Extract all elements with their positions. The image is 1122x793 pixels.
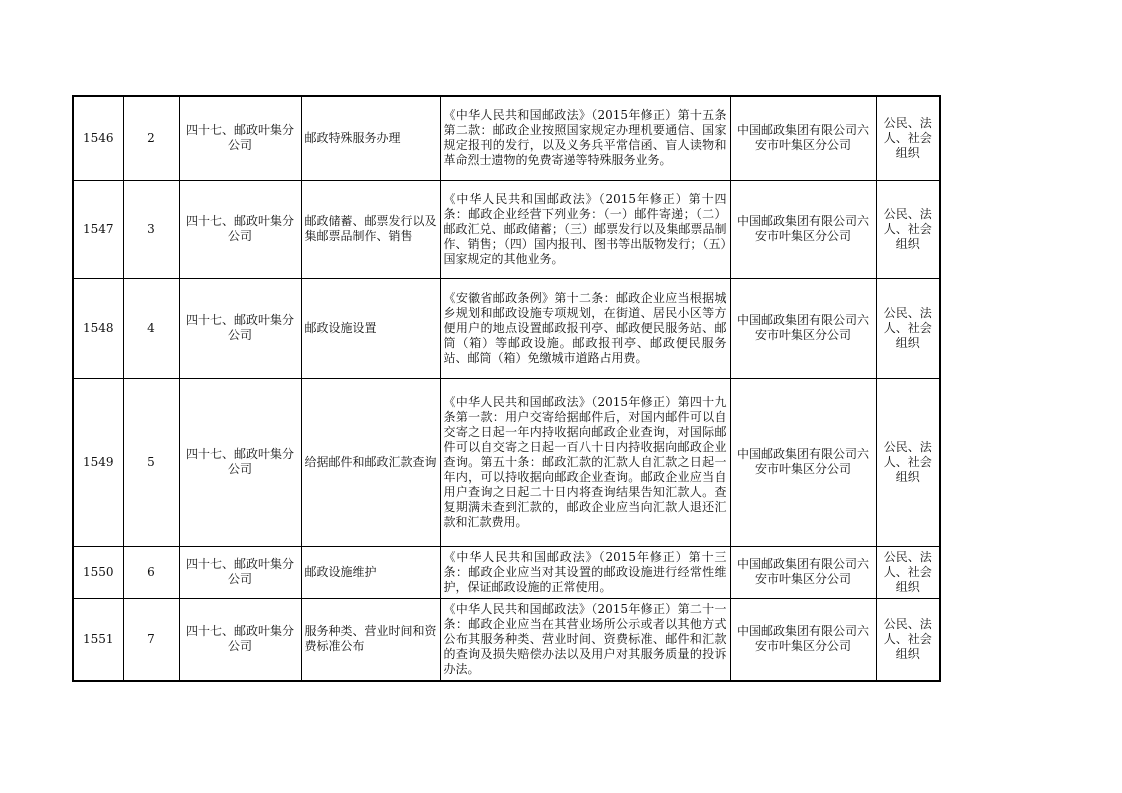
table-row bbox=[73, 598, 940, 681]
row-seq: 5 bbox=[123, 378, 179, 546]
row-item: 给据邮件和邮政汇款查询 bbox=[301, 378, 440, 546]
row-organization: 中国邮政集团有限公司六安市叶集区分公司 bbox=[730, 96, 876, 180]
row-organization: 中国邮政集团有限公司六安市叶集区分公司 bbox=[730, 180, 876, 278]
row-seq: 6 bbox=[123, 546, 179, 598]
row-target: 公民、法人、社会组织 bbox=[876, 180, 940, 278]
row-target: 公民、法人、社会组织 bbox=[876, 378, 940, 546]
row-organization: 中国邮政集团有限公司六安市叶集区分公司 bbox=[730, 598, 876, 681]
row-id: 1551 bbox=[73, 598, 123, 681]
row-item: 服务种类、营业时间和资费标准公布 bbox=[301, 598, 440, 681]
row-item: 邮政设施设置 bbox=[301, 278, 440, 378]
row-department: 四十七、邮政叶集分公司 bbox=[179, 96, 301, 180]
row-organization: 中国邮政集团有限公司六安市叶集区分公司 bbox=[730, 546, 876, 598]
table-row bbox=[73, 278, 940, 378]
row-department: 四十七、邮政叶集分公司 bbox=[179, 378, 301, 546]
row-item: 邮政特殊服务办理 bbox=[301, 96, 440, 180]
row-seq: 7 bbox=[123, 598, 179, 681]
row-basis: 《中华人民共和国邮政法》（2015年修正）第十四条：邮政企业经营下列业务：（一）邮件寄递；（二）邮政汇兑、邮政储蓄；（三）邮票发行以及集邮票品制作、销售；（四）国内报刊、图书等出版物发行；（五）国家规定的其他业务。 bbox=[440, 180, 730, 278]
table-row bbox=[73, 180, 940, 278]
row-organization: 中国邮政集团有限公司六安市叶集区分公司 bbox=[730, 278, 876, 378]
row-seq: 4 bbox=[123, 278, 179, 378]
row-id: 1550 bbox=[73, 546, 123, 598]
row-basis: 《安徽省邮政条例》第十二条：邮政企业应当根据城乡规划和邮政设施专项规划，在街道、居民小区等方便用户的地点设置邮政报刊亭、邮政便民服务站、邮筒（箱）等邮政设施。邮政报刊亭、邮政便民服务站、邮筒（箱）免缴城市道路占用费。 bbox=[440, 278, 730, 378]
table-row bbox=[73, 378, 940, 546]
row-item: 邮政储蓄、邮票发行以及集邮票品制作、销售 bbox=[301, 180, 440, 278]
row-department: 四十七、邮政叶集分公司 bbox=[179, 546, 301, 598]
row-target: 公民、法人、社会组织 bbox=[876, 546, 940, 598]
row-department: 四十七、邮政叶集分公司 bbox=[179, 180, 301, 278]
row-seq: 3 bbox=[123, 180, 179, 278]
row-organization: 中国邮政集团有限公司六安市叶集区分公司 bbox=[730, 378, 876, 546]
row-seq: 2 bbox=[123, 96, 179, 180]
row-basis: 《中华人民共和国邮政法》（2015年修正）第十三条：邮政企业应当对其设置的邮政设施进行经常性维护，保证邮政设施的正常使用。 bbox=[440, 546, 730, 598]
row-target: 公民、法人、社会组织 bbox=[876, 96, 940, 180]
row-item: 邮政设施维护 bbox=[301, 546, 440, 598]
row-id: 1549 bbox=[73, 378, 123, 546]
table-body bbox=[73, 96, 940, 681]
public-service-table bbox=[72, 95, 941, 682]
row-department: 四十七、邮政叶集分公司 bbox=[179, 278, 301, 378]
table-row bbox=[73, 546, 940, 598]
row-target: 公民、法人、社会组织 bbox=[876, 598, 940, 681]
table-row bbox=[73, 96, 940, 180]
row-basis: 《中华人民共和国邮政法》（2015年修正）第二十一条：邮政企业应当在其营业场所公示或者以其他方式公布其服务种类、营业时间、资费标准、邮件和汇款的查询及损失赔偿办法以及用户对其服务质量的投诉办法。 bbox=[440, 598, 730, 681]
row-basis: 《中华人民共和国邮政法》（2015年修正）第四十九条第一款：用户交寄给据邮件后，对国内邮件可以自交寄之日起一年内持收据向邮政企业查询，对国际邮件可以自交寄之日起一百八十日内持收据向邮政企业查询。第五十条：邮政汇款的汇款人自汇款之日起一年内，可以持收据向邮政企业查询。邮政企业应当自用户查询之日起二十日内将查询结果告知汇款人。查复期满未查到汇款的，邮政企业应当向汇款人退还汇款和汇款费用。 bbox=[440, 378, 730, 546]
row-id: 1546 bbox=[73, 96, 123, 180]
row-basis: 《中华人民共和国邮政法》（2015年修正）第十五条第二款：邮政企业按照国家规定办理机要通信、国家规定报刊的发行，以及义务兵平常信函、盲人读物和革命烈士遗物的免费寄递等特殊服务业务。 bbox=[440, 96, 730, 180]
row-target: 公民、法人、社会组织 bbox=[876, 278, 940, 378]
row-department: 四十七、邮政叶集分公司 bbox=[179, 598, 301, 681]
row-id: 1547 bbox=[73, 180, 123, 278]
row-id: 1548 bbox=[73, 278, 123, 378]
